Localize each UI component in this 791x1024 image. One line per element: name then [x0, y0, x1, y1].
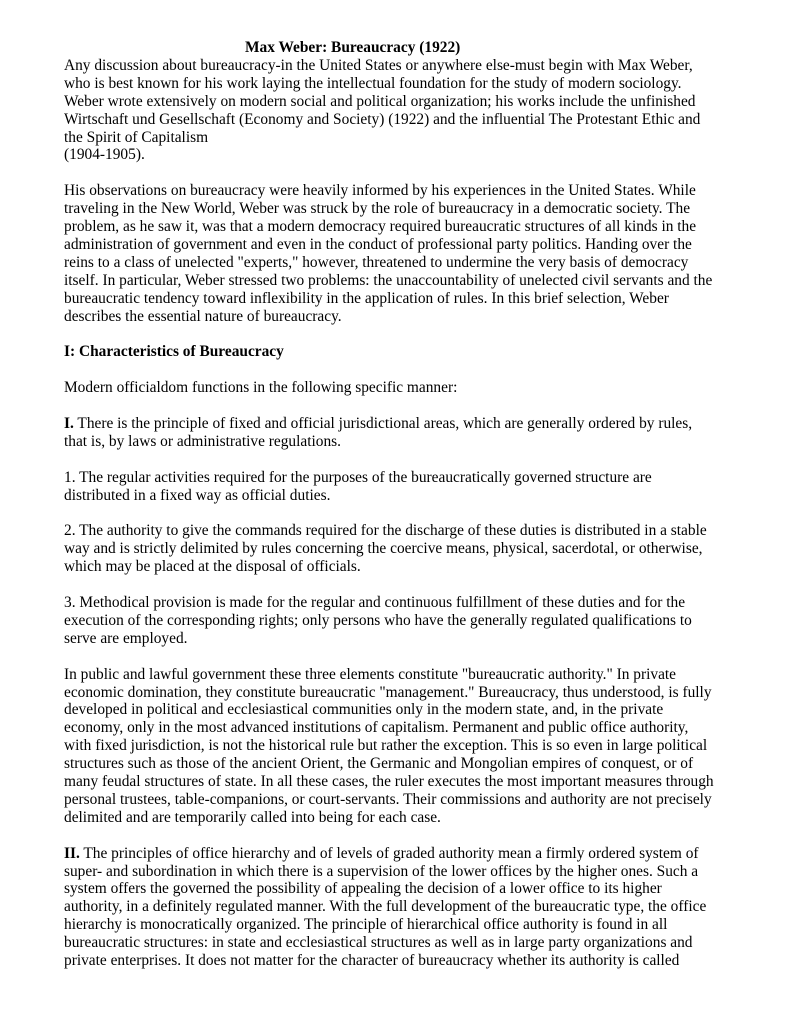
principle-two-label: II. — [64, 844, 80, 862]
functions-intro: Modern officialdom functions in the following specific manner: — [64, 379, 458, 397]
document-title: Max Weber: Bureaucracy (1922) — [245, 39, 461, 56]
principle-two-text: The principles of office hierarchy and of levels of graded authority mean a firmly ordered system of super- and subordination in which there is a supervision of the lower offices by the higher ones. Such a system offers the governed the possibility of appealing the decision of a lower office to its higher authority, in a definitely regulated manner. With the full development of the bureaucratic type, the office hierarchy is monocratically organized. The principle of hierarchical office authority is found in all bureaucratic structures: in state and ecclesiastical structures as well as in large party organizations and private enterprises. It does not matter for the character of bureaucracy whether its authority is called — [64, 844, 707, 970]
item-2-paragraph: 2. The authority to give the commands required for the discharge of these duties is distributed in a stable way and is strictly delimited by rules concerning the coercive means, physical, sacerdotal, or otherwise, which may be placed at the disposal of officials. — [64, 522, 707, 576]
principle-two-paragraph — [64, 845, 714, 970]
principle-one-label: I. — [64, 414, 74, 432]
public-lawful-paragraph: In public and lawful government these three elements constitute "bureaucratic authority." In private economic domination, they constitute bureaucratic "management." Bureaucracy, thus understood, is fully developed in political and ecclesiastical communities only in the modern state, and, in the private economy, only in the most advanced institutions of capitalism. Permanent and public office authority, with fixed jurisdiction, is not the historical rule but rather the exception. This is so even in large political structures such as those of the ancient Orient, the Germanic and Mongolian empires of conquest, or of many feudal structures of state. In all these cases, the ruler executes the most important measures through personal trustees, table-companions, or court-servants. Their commissions and authority are not precisely delimited and are temporarily called into being for each case. — [64, 665, 714, 826]
item-3-paragraph: 3. Methodical provision is made for the regular and continuous fulfillment of these duties and for the execution of the corresponding rights; only persons who have the generally regulated qualifications to serve are employed. — [64, 593, 692, 647]
intro-date: (1904-1905). — [64, 146, 145, 164]
document-page — [64, 39, 714, 970]
principle-one-paragraph — [64, 415, 714, 451]
observations-paragraph: His observations on bureaucracy were heavily informed by his experiences in the United States. While traveling in the New World, Weber was struck by the role of bureaucracy in a democratic society. The problem, as he saw it, was that a modern democracy required bureaucratic structures of all kinds in the administration of government and even in the conduct of professional party politics. Handing over the reins to a class of unelected "experts," however, threatened to undermine the very basis of democracy itself. In particular, Weber stressed two problems: the unaccountability of unelected civil servants and the bureaucratic tendency toward inflexibility in the application of rules. In this brief selection, Weber describes the essential nature of bureaucracy. — [64, 182, 713, 325]
item-1-paragraph: 1. The regular activities required for the purposes of the bureaucratically governed structure are distributed in a fixed way as official duties. — [64, 468, 652, 504]
principle-one-text: There is the principle of fixed and official jurisdictional areas, which are generally ordered by rules, that is, by laws or administrative regulations. — [64, 414, 693, 450]
intro-paragraph: Any discussion about bureaucracy-in the United States or anywhere else-must begin with Max Weber, who is best known for his work laying the intellectual foundation for the study of modern sociology. Weber wrote extensively on modern social and political organization; his works include the unfinished Wirtschaft und Gesellschaft (Economy and Society) (1922) and the influential The Protestant Ethic and the Spirit of Capitalism — [64, 56, 701, 146]
section-heading: I: Characteristics of Bureaucracy — [64, 343, 284, 361]
